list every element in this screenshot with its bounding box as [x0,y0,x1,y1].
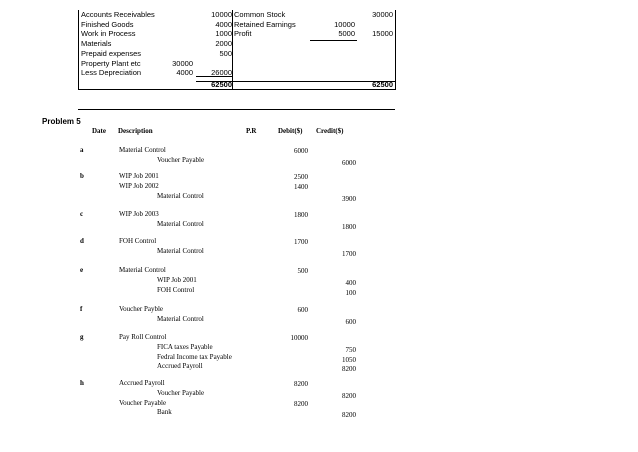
entry-debit: 1400 [294,182,308,191]
entry-credit: 1800 [342,222,356,231]
entry-account: WIP Job 2002 [119,181,159,190]
entry-account: Material Control [119,266,166,274]
balance-left-border [78,10,79,90]
liability-label: Retained Earnings [234,19,296,29]
assets-total: 62500 [211,80,232,89]
liability-sub-amount: 5000 [338,29,355,39]
entry-credit: 3900 [342,194,356,203]
entry-debit: 6000 [294,147,308,155]
entry-credit: 750 [345,345,356,354]
liability-amount: 30000 [372,10,393,19]
entry-date: d [80,237,84,245]
liability-sub-amount: 10000 [334,19,355,29]
asset-amount: 500 [219,48,232,58]
asset-amount: 4000 [215,19,232,29]
entry-debit: 2500 [294,173,308,181]
entry-date: b [80,172,84,180]
entry-account: Fedral Income tax Payable [157,352,232,361]
entry-debit: 10000 [290,334,308,342]
entry-credit: 1700 [342,249,356,258]
entry-credit: 600 [345,317,356,326]
entry-account: WIP Job 2001 [157,275,197,284]
section-separator-line [78,109,395,110]
balance-divider [232,10,233,90]
entry-credit: 1050 [342,355,356,364]
entry-account: Accrued Payroll [157,362,203,371]
entry-date: e [80,266,84,274]
liability-label: Profit [234,29,252,39]
problem-title: Problem 5 [42,117,81,126]
asset-amount: 26000 [211,68,232,78]
entry-account: Voucher Payble [119,305,163,313]
balance-right-border [395,10,396,90]
entry-account: Material Control [157,219,204,228]
liabilities-total: 62500 [372,80,393,89]
col-header-credit: Credit($) [316,127,344,135]
asset-amount: 10000 [211,10,232,19]
entry-credit: 8200 [342,365,356,374]
entry-account: FICA taxes Payable [157,342,213,351]
entry-account: Voucher Payable [119,398,167,407]
entry-date: a [80,146,84,154]
entry-date: g [80,333,84,341]
entry-debit: 500 [297,267,308,275]
entry-account: FOH Control [157,285,195,294]
entry-account: Material Control [157,246,204,255]
entry-account: Material Control [157,314,204,323]
entry-account: WIP Job 2001 [119,172,159,180]
entry-debit: 1800 [294,211,308,219]
asset-label: Materials [81,39,112,49]
asset-label: Property Plant etc [81,58,141,68]
liability-label: Common Stock [234,10,286,19]
col-header-description: Description [118,127,153,135]
entry-account: Voucher Payable [157,155,205,164]
entry-debit: 8200 [294,399,308,408]
entry-credit: 100 [345,288,356,297]
liability-amount: 15000 [372,29,393,39]
entry-account: Material Control [157,191,204,200]
entry-account: Bank [157,408,172,417]
entry-debit: 1700 [294,238,308,246]
entry-date: f [80,305,83,313]
entry-account: WIP Job 2003 [119,210,159,218]
entry-account: Pay Roll Control [119,333,167,341]
asset-sub-amount: 30000 [172,58,193,68]
entry-account: Material Control [119,146,166,154]
asset-label: Less Depreciation [81,68,142,78]
entry-debit: 8200 [294,380,308,388]
asset-amount: 1000 [215,29,232,39]
asset-label: Prepaid expenses [81,48,142,58]
entry-credit: 8200 [342,411,356,420]
col-header-pr: P.R [246,127,257,135]
entry-account: Voucher Payable [157,388,205,397]
entry-debit: 600 [297,306,308,314]
entry-date: h [80,379,84,387]
balance-right-subtotal-line [310,40,357,41]
asset-sub-amount: 4000 [176,68,193,78]
entry-account: Accrued Payroll [119,379,165,387]
entry-credit: 400 [345,278,356,287]
asset-amount: 2000 [215,39,232,49]
asset-label: Accounts Receivables [81,10,155,19]
asset-label: Work in Process [81,29,136,39]
entry-credit: 8200 [342,391,356,400]
asset-label: Finished Goods [81,19,134,29]
entry-account: FOH Control [119,237,157,245]
entry-date: c [80,210,84,218]
col-header-date: Date [92,127,106,135]
entry-credit: 6000 [342,158,356,167]
col-header-debit: Debit($) [278,127,303,135]
balance-bottom-line [78,89,395,90]
